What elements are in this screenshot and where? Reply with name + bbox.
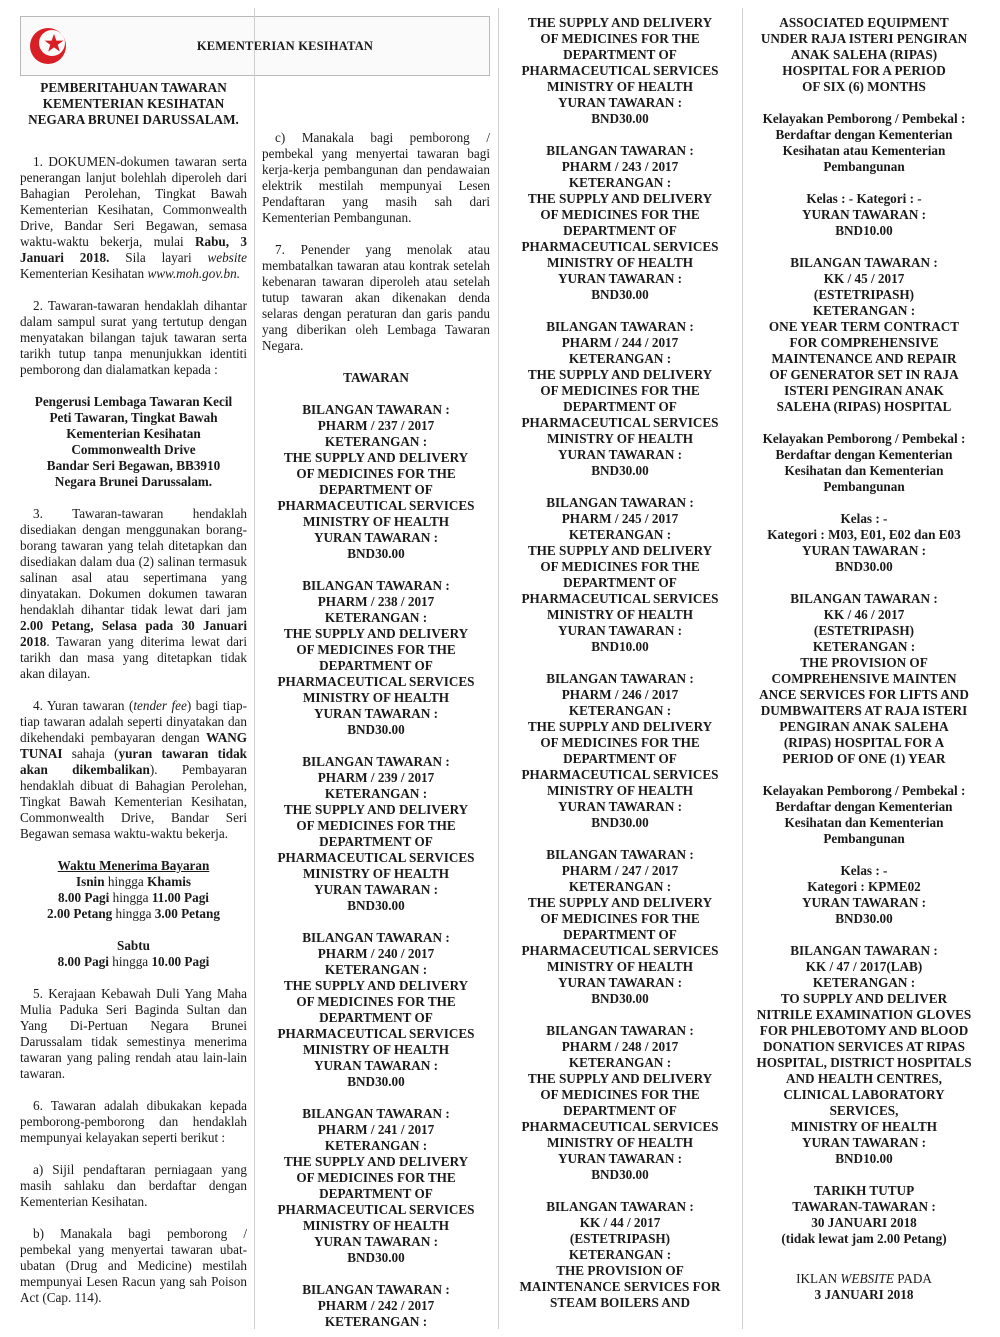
text-line: BND10.00	[835, 1151, 893, 1166]
text-line: PHARM / 248 / 2017	[561, 1039, 679, 1054]
text-line: PHARM / 246 / 2017	[561, 687, 679, 702]
tender-pharm-247	[506, 847, 734, 1007]
paragraph-6a: a) Sijil pendaftaran perniagaan yang masih sahlaku dan berdaftar dengan Kementerian Kesihatan.	[20, 1162, 247, 1209]
text-line: KETERANGAN :	[812, 975, 916, 990]
text-line: ANAK SALEHA (RIPAS)	[790, 47, 938, 62]
text-line: BILANGAN TAWARAN :	[546, 1199, 694, 1214]
tender-pharm-248	[506, 1023, 734, 1183]
paragraph-6b-start: b) Manakala bagi pemborong / pembekal yang menyertai tawaran ubat-ubatan (Drug and Medicine) mestilah mempunyai Lesen Racun yang sah Poison Act (Cap. 114).	[20, 1226, 247, 1305]
text-line: KETERANGAN :	[324, 962, 428, 977]
tender-kk-45	[749, 255, 979, 415]
text-line: KETERANGAN :	[568, 703, 672, 718]
text-line: YURAN TAWARAN :	[557, 1151, 683, 1166]
text-line: Kategori : M03, E01, E02 dan E03	[767, 527, 961, 542]
tender-pharm-237	[262, 402, 490, 562]
paragraph-4: 4. Yuran tawaran (tender fee) bagi tiap-tiap tawaran adalah seperti dinyatakan dan dikehendaki pembayaran dengan WANG TUNAI sahaja (yuran tawaran tidak akan dikembalikan). Pembayaran hendaklah dibuat di Bahagian Perolehan, Tingkat Bawah Kementerian Kesihatan, Commonwealth Drive, Bandar Seri Begawan semasa waktu-waktu bekerja.	[20, 698, 248, 841]
text-line: Pembangunan	[823, 159, 905, 174]
column-divider	[254, 8, 255, 1329]
text-line: OF MEDICINES FOR THE	[296, 994, 456, 1009]
text-line: BND30.00	[347, 1250, 405, 1265]
text-line: Kategori : KPME02	[807, 879, 921, 894]
text-line: CLINICAL LABORATORY	[783, 1087, 945, 1102]
text-line: PHARMACEUTICAL SERVICES	[277, 498, 475, 513]
text-line: PHARMACEUTICAL SERVICES	[521, 767, 719, 782]
text-line: DEPARTMENT OF	[563, 223, 677, 238]
text-line: ANCE SERVICES FOR LIFTS AND	[759, 687, 969, 702]
text-line: PHARMACEUTICAL SERVICES	[277, 1202, 475, 1217]
tender-kk-46-eligibility	[749, 783, 979, 847]
text-line: YURAN TAWARAN :	[313, 882, 439, 897]
text-line: MINISTRY OF HEALTH	[790, 1119, 938, 1134]
paragraph-3: 3. Tawaran-tawaran hendaklah disediakan dengan menggunakan borang-borang tawaran yang telah ditetapkan dan disediakan dalam dua (2) salinan termasuk salinan asal atau sepertimana yang dinyatakan. Dokumen dokumen tawaran hendaklah dihantar tidak lewat dari jam 2.00 Petang, Selasa pada 30 Januari 2018. Tawaran yang diterima lewat dari tarikh dan masa yang ditetapkan tidak akan dilayan.	[20, 506, 247, 681]
text-line: MINISTRY OF HEALTH	[546, 79, 694, 94]
text-line: YURAN TAWARAN :	[801, 1135, 927, 1150]
text-line: Pembangunan	[823, 479, 905, 494]
text-line: BILANGAN TAWARAN :	[790, 943, 938, 958]
text-line: Kelas : -	[840, 863, 888, 878]
text-line: TARIKH TUTUP	[813, 1183, 915, 1198]
text-line: Kesihatan dan Kementerian	[784, 815, 944, 830]
text-line: MINISTRY OF HEALTH	[546, 1135, 694, 1150]
text-line: Kesihatan dan Kementerian	[784, 463, 944, 478]
website-ad-note: IKLAN WEBSITE PADA 3 JANUARI 2018	[796, 1271, 932, 1302]
tawaran-heading: TAWARAN	[343, 370, 409, 385]
text-line: MINISTRY OF HEALTH	[302, 690, 450, 705]
text-line: MINISTRY OF HEALTH	[302, 514, 450, 529]
text-line: PHARMACEUTICAL SERVICES	[521, 1119, 719, 1134]
text-line: BND10.00	[591, 639, 649, 654]
text-line: BILANGAN TAWARAN :	[546, 143, 694, 158]
text-line: Berdaftar dengan Kementerian	[775, 127, 953, 142]
column-3	[506, 0, 734, 1337]
text-line: KETERANGAN :	[568, 175, 672, 190]
text-line: PHARM / 238 / 2017	[317, 594, 435, 609]
tender-kk-44-head	[506, 1199, 734, 1311]
text-line: YURAN TAWARAN :	[801, 543, 927, 558]
text-line: NITRILE EXAMINATION GLOVES	[756, 1007, 972, 1022]
paragraph-6: 6. Tawaran adalah dibukakan kepada pemborong-pemborong dan hendaklah mempunyai kelayakan seperti berikut :	[20, 1098, 247, 1145]
text-line: BND30.00	[347, 546, 405, 561]
text-line: YURAN TAWARAN :	[313, 1234, 439, 1249]
text-line: OF MEDICINES FOR THE	[540, 207, 700, 222]
text-line: BILANGAN TAWARAN :	[302, 402, 450, 417]
text-line: THE SUPPLY AND DELIVERY	[527, 895, 713, 910]
paragraph-2: 2. Tawaran-tawaran hendaklah dihantar dalam sampul surat yang tertutup dengan menyatakan bilangan tajuk tawaran serta tarikh tutup tanpa menunjukkan identiti pemborong dan dialamatkan kepada :	[20, 298, 247, 377]
text-line: YURAN TAWARAN :	[557, 95, 683, 110]
text-line: OF MEDICINES FOR THE	[296, 642, 456, 657]
text-line: DEPARTMENT OF	[563, 1103, 677, 1118]
text-line: THE SUPPLY AND DELIVERY	[527, 719, 713, 734]
text-line: HOSPITAL, DISTRICT HOSPITALS	[756, 1055, 972, 1070]
text-line: (tidak lewat jam 2.00 Petang)	[781, 1231, 947, 1246]
text-line: BILANGAN TAWARAN :	[302, 578, 450, 593]
text-line: MINISTRY OF HEALTH	[302, 866, 450, 881]
text-line: KK / 46 / 2017	[823, 607, 905, 622]
text-line: OF MEDICINES FOR THE	[540, 911, 700, 926]
column-4	[749, 0, 979, 1337]
text-line: PHARMACEUTICAL SERVICES	[521, 591, 719, 606]
text-line: MINISTRY OF HEALTH	[546, 783, 694, 798]
text-line: THE SUPPLY AND DELIVERY	[527, 1071, 713, 1086]
text-line: KETERANGAN :	[812, 639, 916, 654]
text-line: OF MEDICINES FOR THE	[296, 1170, 456, 1185]
column-divider	[498, 8, 499, 1329]
text-line: KETERANGAN :	[324, 786, 428, 801]
text-line: PHARM / 245 / 2017	[561, 511, 679, 526]
text-line: MAINTENANCE SERVICES FOR	[519, 1279, 721, 1294]
text-line: KETERANGAN :	[812, 303, 916, 318]
closing-date	[749, 1183, 979, 1247]
text-line: THE PROVISION OF	[800, 655, 928, 670]
text-line: Berdaftar dengan Kementerian	[775, 447, 953, 462]
tender-pharm-245	[506, 495, 734, 655]
payment-hours-saturday: Sabtu 8.00 Pagi hingga 10.00 Pagi	[57, 938, 210, 969]
text-line: (RIPAS) HOSPITAL FOR A	[783, 735, 945, 750]
text-line: FOR PHLEBOTOMY AND BLOOD	[759, 1023, 969, 1038]
text-line: Kelas : - Kategori : -	[806, 191, 922, 206]
column-1	[20, 0, 247, 1337]
text-line: DEPARTMENT OF	[319, 658, 433, 673]
text-line: THE SUPPLY AND DELIVERY	[527, 543, 713, 558]
text-line: Kelayakan Pemborong / Pembekal :	[762, 783, 966, 798]
text-line: BILANGAN TAWARAN :	[302, 1282, 450, 1297]
text-line: STEAM BOILERS AND	[550, 1295, 690, 1310]
text-line: HOSPITAL FOR A PERIOD	[782, 63, 946, 78]
text-line: BND30.00	[347, 898, 405, 913]
text-line: PHARM / 243 / 2017	[561, 159, 679, 174]
text-line: THE SUPPLY AND DELIVERY	[527, 191, 713, 206]
text-line: YURAN TAWARAN :	[557, 271, 683, 286]
text-line: BND30.00	[591, 991, 649, 1006]
text-line: DEPARTMENT OF	[319, 1010, 433, 1025]
text-line: OF MEDICINES FOR THE	[540, 559, 700, 574]
text-line: THE PROVISION OF	[556, 1263, 684, 1278]
text-line: PHARM / 240 / 2017	[317, 946, 435, 961]
text-line: THE SUPPLY AND DELIVERY	[283, 450, 469, 465]
text-line: BND30.00	[835, 559, 893, 574]
text-line: BILANGAN TAWARAN :	[790, 591, 938, 606]
text-line: KK / 44 / 2017	[579, 1215, 661, 1230]
text-line: AND HEALTH CENTRES,	[786, 1071, 942, 1086]
text-line: YURAN TAWARAN :	[801, 207, 927, 222]
text-line: 30 JANUARI 2018	[811, 1215, 917, 1230]
text-line: BILANGAN TAWARAN :	[546, 671, 694, 686]
text-line: BILANGAN TAWARAN :	[302, 1106, 450, 1121]
text-line: BND30.00	[591, 111, 649, 126]
text-line: YURAN TAWARAN :	[557, 975, 683, 990]
text-line: THE SUPPLY AND DELIVERY	[527, 15, 713, 30]
text-line: BILANGAN TAWARAN :	[546, 319, 694, 334]
text-line: KETERANGAN :	[568, 879, 672, 894]
text-line: DEPARTMENT OF	[563, 47, 677, 62]
text-line: (ESTETRIPASH)	[813, 623, 915, 638]
text-line: BILANGAN TAWARAN :	[302, 754, 450, 769]
text-line: PHARMACEUTICAL SERVICES	[277, 1026, 475, 1041]
tender-pharm-243	[506, 143, 734, 303]
text-line: YURAN TAWARAN :	[313, 706, 439, 721]
text-line: KETERANGAN :	[568, 351, 672, 366]
submission-address: Pengerusi Lembaga Tawaran Kecil Peti Tawaran, Tingkat Bawah Kementerian Kesihatan Commonwealth Drive Bandar Seri Begawan, BB3910 Negara Brunei Darussalam.	[34, 394, 233, 489]
tender-kk-44-eligibility	[749, 111, 979, 175]
ministry-name: KEMENTERIAN KESIHATAN	[196, 39, 374, 53]
text-line: Pembangunan	[823, 831, 905, 846]
tender-pharm-242-tail	[506, 15, 734, 127]
payment-hours: Waktu Menerima Bayaran Isnin hingga Khamis 8.00 Pagi hingga 11.00 Pagi 2.00 Petang hingga 3.00 Petang	[47, 858, 220, 921]
text-line: KK / 47 / 2017(LAB)	[805, 959, 923, 974]
text-line: PHARMACEUTICAL SERVICES	[277, 674, 475, 689]
text-line: PHARMACEUTICAL SERVICES	[277, 850, 475, 865]
text-line: (ESTETRIPASH)	[569, 1231, 671, 1246]
text-line: OF MEDICINES FOR THE	[296, 818, 456, 833]
text-line: DEPARTMENT OF	[319, 1186, 433, 1201]
text-line: KETERANGAN :	[324, 434, 428, 449]
tender-kk-44-fee	[749, 191, 979, 239]
text-line: MINISTRY OF HEALTH	[546, 959, 694, 974]
text-line: THE SUPPLY AND DELIVERY	[283, 802, 469, 817]
text-line: PHARM / 241 / 2017	[317, 1122, 435, 1137]
text-line: (ESTETRIPASH)	[813, 287, 915, 302]
text-line: BILANGAN TAWARAN :	[546, 495, 694, 510]
text-line: Kelas : -	[840, 511, 888, 526]
text-line: KETERANGAN :	[324, 610, 428, 625]
text-line: BILANGAN TAWARAN :	[790, 255, 938, 270]
text-line: BND10.00	[835, 223, 893, 238]
text-line: DONATION SERVICES AT RIPAS	[763, 1039, 965, 1054]
text-line: PHARMACEUTICAL SERVICES	[521, 415, 719, 430]
text-line: THE SUPPLY AND DELIVERY	[283, 626, 469, 641]
text-line: BND30.00	[835, 911, 893, 926]
tender-pharm-238	[262, 578, 490, 738]
text-line: DEPARTMENT OF	[319, 482, 433, 497]
text-line: ASSOCIATED EQUIPMENT	[779, 15, 949, 30]
text-line: BILANGAN TAWARAN :	[302, 930, 450, 945]
tender-pharm-240	[262, 930, 490, 1090]
text-line: DEPARTMENT OF	[319, 834, 433, 849]
text-line: UNDER RAJA ISTERI PENGIRAN	[760, 31, 968, 46]
text-line: SERVICES,	[829, 1103, 899, 1118]
text-line: BND30.00	[591, 463, 649, 478]
text-line: COMPREHENSIVE MAINTEN	[771, 671, 957, 686]
text-line: TO SUPPLY AND DELIVER	[780, 991, 948, 1006]
text-line: Kelayakan Pemborong / Pembekal :	[762, 111, 966, 126]
text-line: ONE YEAR TERM CONTRACT	[768, 319, 960, 334]
tender-kk-45-eligibility	[749, 431, 979, 495]
text-line: BND30.00	[591, 815, 649, 830]
notice-title: PEMBERITAHUAN TAWARAN KEMENTERIAN KESIHATAN NEGARA BRUNEI DARUSSALAM.	[28, 80, 239, 127]
text-line: THE SUPPLY AND DELIVERY	[283, 1154, 469, 1169]
text-line: DEPARTMENT OF	[563, 575, 677, 590]
paragraph-1: 1. DOKUMEN-dokumen tawaran serta penerangan lanjut bolehlah diperoleh dari Bahagian Perolehan, Tingkat Bawah Kementerian Kesihatan, Commonwealth Drive, Bandar Seri Begawan, semasa waktu-waktu bekerja, mulai Rabu, 3 Januari 2018. Sila layari website Kementerian Kesihatan www.moh.gov.bn.	[20, 154, 247, 281]
text-line: Kelayakan Pemborong / Pembekal :	[762, 431, 966, 446]
text-line: KETERANGAN :	[568, 527, 672, 542]
text-line: MINISTRY OF HEALTH	[302, 1218, 450, 1233]
text-line: PHARMACEUTICAL SERVICES	[521, 943, 719, 958]
text-line: OF GENERATOR SET IN RAJA	[769, 367, 959, 382]
text-line: BND30.00	[591, 1167, 649, 1182]
text-line: YURAN TAWARAN :	[801, 895, 927, 910]
tender-pharm-246	[506, 671, 734, 831]
text-line: DEPARTMENT OF	[563, 399, 677, 414]
text-line: BILANGAN TAWARAN :	[546, 847, 694, 862]
text-line: PHARM / 244 / 2017	[561, 335, 679, 350]
text-line: MAINTENANCE AND REPAIR	[771, 351, 957, 366]
text-line: PENGIRAN ANAK SALEHA	[779, 719, 949, 734]
tender-kk-47	[749, 943, 979, 1167]
paragraph-5: 5. Kerajaan Kebawah Duli Yang Maha Mulia Paduka Seri Baginda Sultan dan Yang Di-Pertuan Negara Brunei Darussalam tidak semestinya menerima tawaran yang paling rendah atau lain-lain tawaran.	[20, 986, 247, 1081]
text-line: DEPARTMENT OF	[563, 927, 677, 942]
text-line: OF MEDICINES FOR THE	[540, 1087, 700, 1102]
text-line: KETERANGAN :	[324, 1314, 428, 1329]
text-line: THE SUPPLY AND DELIVERY	[283, 978, 469, 993]
text-line: KETERANGAN :	[568, 1247, 672, 1262]
tender-kk-46	[749, 591, 979, 767]
text-line: PHARM / 242 / 2017	[317, 1298, 435, 1313]
text-line: OF MEDICINES FOR THE	[540, 383, 700, 398]
text-line: Berdaftar dengan Kementerian	[775, 799, 953, 814]
text-line: YURAN TAWARAN :	[313, 1058, 439, 1073]
text-line: THE SUPPLY AND DELIVERY	[527, 367, 713, 382]
text-line: OF SIX (6) MONTHS	[802, 79, 926, 94]
text-line: OF MEDICINES FOR THE	[540, 31, 700, 46]
text-line: PHARMACEUTICAL SERVICES	[521, 63, 719, 78]
text-line: YURAN TAWARAN :	[313, 530, 439, 545]
text-line: BILANGAN TAWARAN :	[546, 1023, 694, 1038]
text-line: TAWARAN-TAWARAN :	[792, 1199, 936, 1214]
text-line: DEPARTMENT OF	[563, 751, 677, 766]
text-line: KETERANGAN :	[324, 1138, 428, 1153]
paragraph-7: 7. Penender yang menolak atau membatalkan tawaran atau kontrak setelah kebenaran tawaran diperoleh atau setelah tutup tawaran akan dikenakan denda selaras dengan peraturan dan garis pandu yang diberikan oleh Lembaga Tawaran Negara.	[262, 242, 490, 353]
text-line: MINISTRY OF HEALTH	[302, 1042, 450, 1057]
text-line: OF MEDICINES FOR THE	[296, 466, 456, 481]
text-line: KETERANGAN :	[568, 1055, 672, 1070]
paragraph-6c: c) Manakala bagi pemborong / pembekal yang menyertai tawaran bagi kerja-kerja pembangunan dan pendawaian elektrik mestilah mempunyai Lesen Pendaftaran yang masih sah dari Kementerian Pembangunan.	[262, 130, 490, 225]
text-line: Kesihatan atau Kementerian	[782, 143, 946, 158]
text-line: BND30.00	[347, 1074, 405, 1089]
tender-kk-46-fee	[749, 863, 979, 927]
text-line: PHARM / 239 / 2017	[317, 770, 435, 785]
text-line: MINISTRY OF HEALTH	[546, 255, 694, 270]
text-line: YURAN TAWARAN :	[557, 447, 683, 462]
text-line: MINISTRY OF HEALTH	[546, 607, 694, 622]
text-line: PHARMACEUTICAL SERVICES	[521, 239, 719, 254]
text-line: DUMBWAITERS AT RAJA ISTERI	[760, 703, 968, 718]
column-2	[262, 0, 490, 1337]
tender-pharm-244	[506, 319, 734, 479]
tender-pharm-239	[262, 754, 490, 914]
text-line: PERIOD OF ONE (1) YEAR	[782, 751, 946, 766]
text-line: YURAN TAWARAN :	[557, 799, 683, 814]
text-line: BND30.00	[591, 287, 649, 302]
tender-pharm-241	[262, 1106, 490, 1266]
text-line: YURAN TAWARAN :	[557, 623, 683, 638]
text-line: PHARM / 247 / 2017	[561, 863, 679, 878]
text-line: BND30.00	[347, 722, 405, 737]
text-line: ISTERI PENGIRAN ANAK	[784, 383, 944, 398]
tender-kk-45-fee	[749, 511, 979, 575]
text-line: KK / 45 / 2017	[823, 271, 905, 286]
text-line: SALEHA (RIPAS) HOSPITAL	[776, 399, 952, 414]
tender-pharm-242-head	[262, 1282, 490, 1330]
column-divider	[742, 8, 743, 1329]
tender-kk-44-tail	[749, 15, 979, 95]
text-line: MINISTRY OF HEALTH	[546, 431, 694, 446]
text-line: PHARM / 237 / 2017	[317, 418, 435, 433]
text-line: OF MEDICINES FOR THE	[540, 735, 700, 750]
text-line: FOR COMPREHENSIVE	[789, 335, 939, 350]
